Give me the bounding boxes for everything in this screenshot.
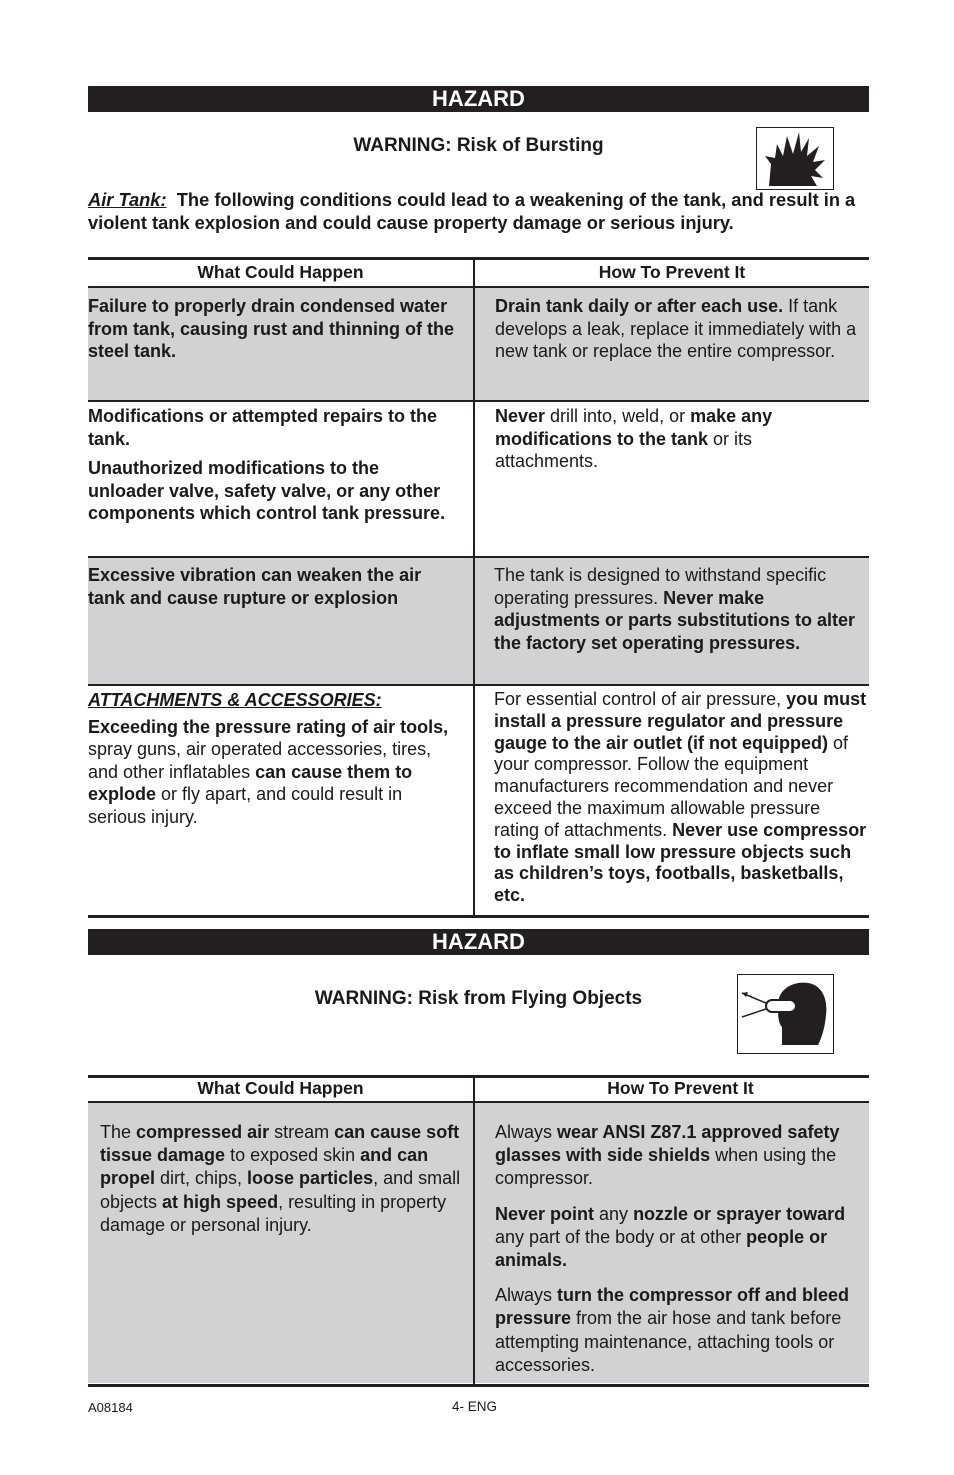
row2-prev-text-2: or its attachments. bbox=[495, 428, 753, 472]
fp3-t2: from the air hose and tank before attempting maintenance, attaching tools or accessories. bbox=[495, 1308, 842, 1375]
table-top-rule bbox=[88, 257, 869, 260]
row4-hazard-bold-1: Exceeding the pressure rating of air tools, bbox=[88, 716, 449, 737]
row4-prevention bbox=[494, 689, 869, 907]
fp1-t2: when using the compressor. bbox=[495, 1145, 837, 1189]
fh-t6: , resulting in property damage or personal injury. bbox=[100, 1191, 447, 1235]
row-divider bbox=[88, 400, 869, 402]
row4-hazard-bold-2: can cause them to explode bbox=[88, 761, 413, 805]
air-tank-intro-text: The following conditions could lead to a weakening of the tank, and result in a violent tank explosion and could cause property damage or serious injury. bbox=[88, 189, 856, 233]
fp2-t2: any part of the body or at other bbox=[495, 1226, 747, 1247]
row4-hazard-text-1: spray guns, air operated accessories, tires, and other inflatables bbox=[88, 739, 432, 782]
warning-bursting-title: WARNING: Risk of Bursting bbox=[353, 135, 604, 156]
row4-hazard bbox=[88, 689, 458, 829]
fp2-b3: people or animals. bbox=[495, 1226, 828, 1271]
hazard-banner-2: HAZARD bbox=[88, 929, 869, 955]
document-code: A08184 bbox=[88, 1400, 133, 1415]
hazard-banner: HAZARD bbox=[88, 86, 869, 112]
warning-title bbox=[88, 135, 869, 157]
row2-hazard-text-2: Unauthorized modifications to the unloader valve, safety valve, or any other components which control tank pressure. bbox=[88, 458, 446, 524]
table2-bottom-rule bbox=[88, 1384, 869, 1387]
col-what-could-happen: What Could Happen bbox=[197, 262, 364, 282]
fh-t5: , and small objects bbox=[100, 1168, 461, 1212]
row4-prev-bold-2: Never use compressor to inflate small low pressure objects such as children’s toys, footballs, basketballs, etc. bbox=[494, 819, 867, 906]
col2-how-to-prevent: How To Prevent It bbox=[607, 1078, 754, 1098]
row1-hazard-text: Failure to properly drain condensed water from tank, causing rust and thinning of the steel tank. bbox=[88, 296, 455, 362]
row3-prevention bbox=[494, 564, 869, 654]
flying-hazard bbox=[100, 1121, 465, 1237]
flying-prev-p1 bbox=[495, 1121, 869, 1191]
col2-what-could-happen: What Could Happen bbox=[197, 1078, 364, 1098]
fp3-t1: Always bbox=[495, 1285, 558, 1306]
fh-b1: compressed air bbox=[136, 1122, 270, 1142]
row1-hazard bbox=[88, 295, 458, 363]
fh-t1: The bbox=[100, 1122, 137, 1142]
warning-flying-title: WARNING: Risk from Flying Objects bbox=[314, 988, 643, 1009]
row-divider bbox=[88, 684, 869, 686]
attachments-heading: ATTACHMENTS & ACCESSORIES: bbox=[88, 690, 382, 710]
fh-t3: to exposed skin bbox=[225, 1145, 361, 1166]
air-tank-label: Air Tank: bbox=[88, 189, 167, 210]
fh-b2: can cause soft tissue damage bbox=[100, 1122, 460, 1166]
row2-prev-bold-2: make any modifications to the tank bbox=[495, 406, 773, 449]
row4-prev-bold-1: you must install a pressure regulator and pressure gauge to the air outlet (if not equipped) bbox=[494, 689, 867, 753]
fp2-b1: Never point bbox=[495, 1203, 595, 1224]
row2-hazard bbox=[88, 405, 458, 525]
table-column-divider bbox=[473, 257, 475, 917]
row3-prev-text: The tank is designed to withstand specific operating pressures. bbox=[494, 565, 827, 608]
fh-t2: stream bbox=[269, 1122, 335, 1142]
fp3-b1: turn the compressor off and bleed pressure bbox=[495, 1285, 850, 1329]
row3-prev-bold: Never make adjustments or parts substitutions to alter the factory set operating pressures. bbox=[494, 587, 856, 653]
flying-prevention bbox=[495, 1121, 869, 1377]
row2-prev-text-1: drill into, weld, or bbox=[545, 406, 691, 426]
fp2-b2: nozzle or sprayer toward bbox=[633, 1203, 846, 1224]
fp1-b1: wear ANSI Z87.1 approved safety glasses with side shields bbox=[495, 1122, 840, 1166]
row2-hazard-text-1: Modifications or attempted repairs to the tank. bbox=[88, 406, 438, 449]
row2-prevention bbox=[495, 405, 825, 473]
page-number: 4- ENG bbox=[452, 1399, 498, 1414]
table-bottom-rule bbox=[88, 915, 869, 918]
safety-goggles-head-icon bbox=[737, 974, 834, 1054]
fh-b3: and can propel bbox=[100, 1145, 429, 1189]
row3-hazard-text: Excessive vibration can weaken the air tank and cause rupture or explosion bbox=[88, 565, 422, 608]
flying-prev-p3 bbox=[495, 1284, 869, 1377]
fh-t4: dirt, chips, bbox=[155, 1168, 248, 1189]
row1-prevention bbox=[495, 295, 869, 363]
row3-hazard bbox=[88, 564, 438, 609]
fh-b5: at high speed bbox=[162, 1191, 279, 1212]
fp1-t1: Always bbox=[495, 1122, 558, 1142]
fp2-t1: any bbox=[594, 1203, 634, 1224]
fh-b4: loose particles bbox=[247, 1168, 374, 1189]
row4-prev-text-1: For essential control of air pressure, bbox=[494, 689, 787, 709]
row2-prev-bold-1: Never bbox=[495, 406, 546, 426]
row1-prev-bold: Drain tank daily or after each use. bbox=[495, 296, 784, 316]
row4-prev-text-2: of your compressor. Follow the equipment manufacturers recommendation and never exceed the maximum allowable pressure rating of attachments. bbox=[494, 732, 848, 840]
col-how-to-prevent: How To Prevent It bbox=[598, 262, 746, 282]
flying-prev-p2 bbox=[495, 1203, 869, 1273]
row4-hazard-text-2: or fly apart, and could result in serious injury. bbox=[88, 784, 403, 827]
air-tank-intro bbox=[88, 189, 873, 234]
row1-prev-text: If tank develops a leak, replace it immediately with a new tank or replace the entire compressor. bbox=[495, 296, 857, 362]
explosion-icon bbox=[756, 127, 834, 190]
table2-column-divider bbox=[473, 1075, 475, 1386]
